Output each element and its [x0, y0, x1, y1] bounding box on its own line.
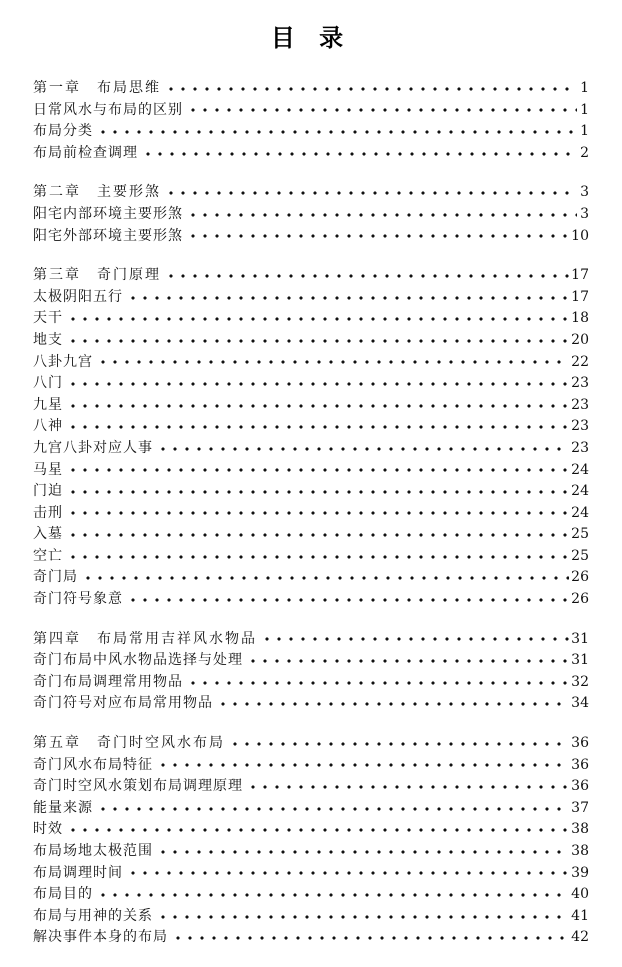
toc-section-entry[interactable]	[33, 819, 589, 841]
dot-leader	[67, 316, 569, 322]
toc-entry-label: 入墓	[33, 526, 63, 543]
dot-leader	[127, 870, 569, 876]
dot-leader	[127, 295, 569, 301]
toc-entry-label: 天干	[33, 310, 63, 327]
toc-entry-label: 奇门布局调理常用物品	[33, 673, 183, 690]
toc-entry-label: 八门	[33, 375, 63, 392]
toc-entry-label: 布局与用神的关系	[33, 907, 153, 924]
dot-leader	[157, 762, 569, 768]
toc-page-number: 23	[571, 418, 589, 435]
toc-page-number: 1	[580, 80, 589, 96]
toc-page-number: 17	[571, 288, 589, 305]
toc-page-number: 10	[571, 227, 589, 244]
toc-chapter-entry[interactable]	[33, 629, 589, 651]
dot-leader	[229, 741, 569, 747]
toc-section-entry[interactable]	[33, 863, 589, 885]
dot-leader	[67, 554, 569, 560]
toc-entry-label: 第五章 奇门时空风水布局	[33, 735, 225, 752]
toc-section-entry[interactable]	[33, 503, 589, 525]
dot-leader	[165, 273, 569, 279]
dot-leader	[157, 914, 569, 920]
toc-entry-label: 九宫八卦对应人事	[33, 439, 153, 456]
toc-page-number: 1	[580, 123, 589, 140]
toc-chapter-group	[33, 78, 589, 164]
toc-page-number: 17	[571, 267, 589, 284]
toc-section-entry[interactable]	[33, 460, 589, 482]
toc-section-entry[interactable]	[33, 589, 589, 611]
toc-section-entry[interactable]	[33, 841, 589, 863]
toc-page-number: 3	[580, 205, 589, 222]
toc-entry-label: 第四章 布局常用吉祥风水物品	[33, 630, 257, 647]
toc-section-entry[interactable]	[33, 650, 589, 672]
dot-leader	[67, 338, 569, 344]
dot-leader	[67, 424, 569, 430]
toc-section-entry[interactable]	[33, 121, 589, 143]
toc-section-entry[interactable]	[33, 524, 589, 546]
toc-page-number: 23	[571, 396, 589, 413]
toc-entry-label: 阳宅内部环境主要形煞	[33, 205, 183, 222]
toc-page-number: 31	[571, 652, 589, 669]
toc-page-number: 20	[571, 331, 589, 348]
toc-page-number: 26	[571, 591, 589, 608]
dot-leader	[187, 212, 577, 218]
toc-page-number: 24	[571, 461, 589, 478]
toc-entry-label: 八神	[33, 418, 63, 435]
toc-entry-label: 空亡	[33, 547, 63, 564]
dot-leader	[97, 806, 569, 812]
toc-entry-label: 第二章 主要形煞	[33, 184, 161, 201]
toc-chapter-entry[interactable]	[33, 182, 589, 204]
dot-leader	[82, 575, 569, 581]
toc-section-entry[interactable]	[33, 693, 589, 715]
dot-leader	[97, 129, 577, 135]
dot-leader	[142, 151, 577, 157]
toc-page-number: 38	[571, 821, 589, 838]
toc-section-entry[interactable]	[33, 481, 589, 503]
toc-entry-label: 布局前检查调理	[33, 144, 138, 161]
toc-section-entry[interactable]	[33, 100, 589, 122]
toc-page-number: 36	[571, 756, 589, 773]
toc-chapter-entry[interactable]	[33, 733, 589, 755]
toc-chapter-group	[33, 265, 589, 611]
toc-section-entry[interactable]	[33, 755, 589, 777]
toc-entry-label: 九星	[33, 396, 63, 413]
dot-leader	[97, 359, 569, 365]
toc-page-number: 26	[571, 569, 589, 586]
dot-leader	[97, 892, 569, 898]
toc-section-entry[interactable]	[33, 776, 589, 798]
toc-page-number: 24	[571, 483, 589, 500]
toc-page-number: 34	[571, 695, 589, 712]
toc-section-entry[interactable]	[33, 438, 589, 460]
dot-leader	[67, 467, 569, 473]
toc-page-number: 22	[571, 353, 589, 370]
toc-page-number: 25	[571, 526, 589, 543]
toc-section-entry[interactable]	[33, 373, 589, 395]
toc-page-number: 40	[571, 886, 589, 903]
table-of-contents	[33, 78, 589, 967]
toc-section-entry[interactable]	[33, 143, 589, 165]
toc-page-number: 23	[571, 439, 589, 456]
toc-chapter-group	[33, 182, 589, 247]
toc-section-entry[interactable]	[33, 287, 589, 309]
toc-entry-label: 解决事件本身的布局	[33, 929, 168, 946]
toc-entry-label: 布局场地太极范围	[33, 843, 153, 859]
dot-leader	[187, 107, 577, 113]
toc-section-entry[interactable]	[33, 204, 589, 226]
dot-leader	[67, 403, 569, 409]
toc-page-number: 2	[580, 144, 589, 161]
toc-section-entry[interactable]	[33, 226, 589, 248]
toc-entry-label: 奇门符号象意	[33, 591, 123, 608]
toc-section-entry[interactable]	[33, 546, 589, 568]
toc-section-entry[interactable]	[33, 567, 589, 589]
toc-entry-label: 奇门风水布局特征	[33, 756, 153, 773]
toc-entry-label: 地支	[33, 331, 63, 348]
toc-page-number: 31	[571, 630, 589, 647]
dot-leader	[67, 510, 569, 516]
dot-leader	[67, 827, 569, 833]
toc-section-entry[interactable]	[33, 906, 589, 928]
toc-chapter-group	[33, 733, 589, 949]
dot-leader	[247, 658, 569, 664]
toc-entry-label: 第一章 布局思维	[33, 80, 161, 96]
toc-entry-label: 奇门布局中风水物品选择与处理	[33, 652, 243, 669]
toc-page-number: 32	[571, 673, 589, 690]
toc-section-entry[interactable]	[33, 927, 589, 949]
toc-entry-label: 奇门局	[33, 569, 78, 586]
toc-page-number: 24	[571, 504, 589, 521]
toc-entry-label: 奇门符号对应布局常用物品	[33, 695, 213, 712]
dot-leader	[172, 935, 569, 941]
dot-leader	[165, 190, 577, 196]
dot-leader	[261, 636, 569, 642]
toc-section-entry[interactable]	[33, 672, 589, 694]
toc-entry-label: 布局调理时间	[33, 864, 123, 881]
dot-leader	[187, 233, 569, 239]
dot-leader	[217, 701, 569, 707]
dot-leader	[67, 381, 569, 387]
toc-entry-label: 能量来源	[33, 799, 93, 816]
toc-page-number: 36	[571, 735, 589, 752]
toc-entry-label: 八卦九宫	[33, 353, 93, 370]
toc-page-number: 1	[580, 101, 589, 118]
toc-chapter-entry[interactable]	[33, 265, 589, 287]
dot-leader	[127, 597, 569, 603]
toc-section-entry[interactable]	[33, 308, 589, 330]
toc-section-entry[interactable]	[33, 798, 589, 820]
toc-chapter-group	[33, 629, 589, 715]
toc-page-number: 36	[571, 778, 589, 795]
toc-entry-label: 布局目的	[33, 886, 93, 903]
dot-leader	[67, 489, 569, 495]
toc-page-number: 3	[580, 184, 589, 201]
toc-page-number: 42	[571, 929, 589, 946]
toc-entry-label: 马星	[33, 461, 63, 478]
dot-leader	[247, 784, 569, 790]
toc-section-entry[interactable]	[33, 395, 589, 417]
toc-page-number: 39	[571, 864, 589, 881]
dot-leader	[157, 446, 569, 452]
dot-leader	[157, 849, 569, 855]
toc-page-number: 41	[571, 907, 589, 924]
toc-entry-label: 布局分类	[33, 123, 93, 140]
toc-page-number: 23	[571, 375, 589, 392]
toc-page-number: 18	[571, 310, 589, 327]
toc-entry-label: 太极阴阳五行	[33, 288, 123, 305]
toc-section-entry[interactable]	[33, 330, 589, 352]
toc-entry-label: 门迫	[33, 483, 63, 500]
toc-page-number: 37	[571, 799, 589, 816]
toc-entry-label: 击刑	[33, 504, 63, 521]
toc-entry-label: 奇门时空风水策划布局调理原理	[33, 778, 243, 795]
dot-leader	[165, 86, 577, 92]
toc-section-entry[interactable]	[33, 416, 589, 438]
toc-section-entry[interactable]	[33, 884, 589, 906]
dot-leader	[67, 532, 569, 538]
toc-page-number: 38	[571, 843, 589, 859]
toc-entry-label: 日常风水与布局的区别	[33, 101, 183, 118]
page-title: 目 录	[270, 23, 352, 52]
toc-page-number: 25	[571, 547, 589, 564]
toc-chapter-entry[interactable]	[33, 78, 589, 100]
toc-entry-label: 时效	[33, 821, 63, 838]
toc-entry-label: 第三章 奇门原理	[33, 267, 161, 284]
toc-entry-label: 阳宅外部环境主要形煞	[33, 227, 183, 244]
dot-leader	[187, 680, 569, 686]
toc-section-entry[interactable]	[33, 352, 589, 374]
